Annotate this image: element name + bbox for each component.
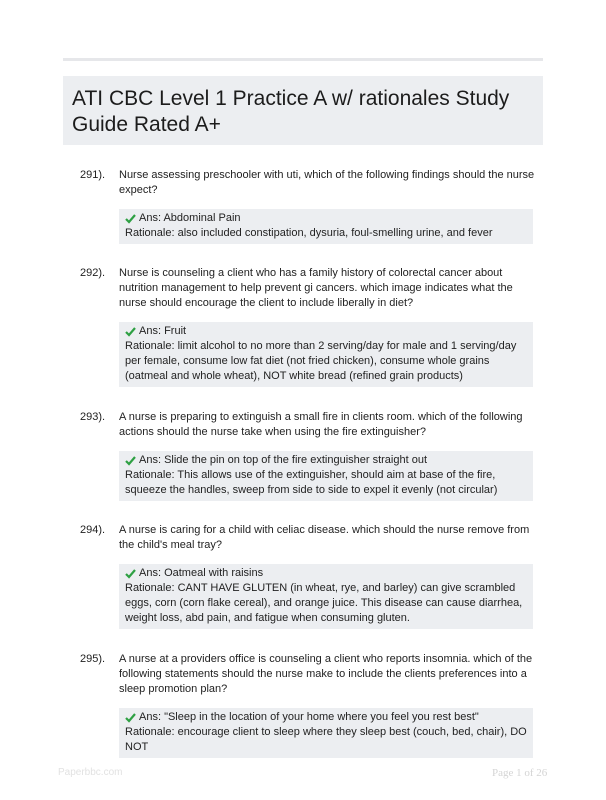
answer-text: Ans: Fruit [139, 325, 187, 337]
answer-box [119, 564, 533, 629]
footer-watermark: Paperbbc.com [58, 767, 123, 778]
question-text: A nurse is caring for a child with celiac disease. which should the nurse remove from the child's meal tray? [119, 524, 530, 551]
checkmark-icon [125, 326, 136, 337]
rationale-text: Rationale: also included constipation, dysuria, foul-smelling urine, and fever [125, 227, 493, 239]
question-text: Nurse is counseling a client who has a family history of colorectal cancer about nutrition management to help prevent gi cancers. which image indicates what the nurse should encourage the client to include liberally in diet? [119, 267, 513, 309]
question-text: A nurse is preparing to extinguish a small fire in clients room. which of the following actions should the nurse take when using the fire extinguisher? [119, 411, 523, 438]
title-box [63, 76, 543, 145]
answer-box [119, 209, 533, 244]
answer-box [119, 322, 533, 387]
question-number: 292). [80, 267, 106, 279]
rationale-text: Rationale: limit alcohol to no more than 2 serving/day for male and 1 serving/day per female, consume low fat diet (not fried chicken), consume whole grains (oatmeal and whole wheat), NOT white bread (refined grain products) [125, 340, 517, 382]
question-number: 291). [80, 169, 106, 181]
answer-text: Ans: Abdominal Pain [139, 212, 241, 224]
answer-box [119, 451, 533, 501]
checkmark-icon [125, 712, 136, 723]
question-text: Nurse assessing preschooler with uti, which of the following findings should the nurse expect? [119, 169, 535, 196]
rationale-text: Rationale: This allows use of the extinguisher, should aim at base of the fire, squeeze the handles, sweep from side to side to expel it evenly (not circular) [125, 469, 498, 496]
page-indicator: Page 1 of 26 [492, 767, 548, 779]
answer-text: Ans: "Sleep in the location of your home where you feel you rest best" [139, 711, 479, 723]
checkmark-icon [125, 213, 136, 224]
answer-text: Ans: Oatmeal with raisins [139, 567, 264, 579]
answer-text: Ans: Slide the pin on top of the fire extinguisher straight out [139, 454, 428, 466]
question-number: 294). [80, 524, 106, 536]
question-text: A nurse at a providers office is counseling a client who reports insomnia. which of the following statements should the nurse make to include the clients preferences into a sleep promotion plan? [119, 653, 533, 695]
top-rule [63, 58, 543, 61]
rationale-text: Rationale: encourage client to sleep where they sleep best (couch, bed, chair), DO NOT [125, 726, 527, 753]
checkmark-icon [125, 455, 136, 466]
checkmark-icon [125, 568, 136, 579]
question-number: 295). [80, 653, 106, 665]
question-number: 293). [80, 411, 106, 423]
answer-box [119, 708, 533, 758]
document-title: ATI CBC Level 1 Practice A w/ rationales Study Guide Rated A+ [72, 87, 510, 136]
rationale-text: Rationale: CANT HAVE GLUTEN (in wheat, rye, and barley) can give scrambled eggs, corn (corn flake cereal), and orange juice. This disease can cause diarrhea, weight loss, abd pain, and fatigue when consuming gluten. [125, 582, 523, 624]
